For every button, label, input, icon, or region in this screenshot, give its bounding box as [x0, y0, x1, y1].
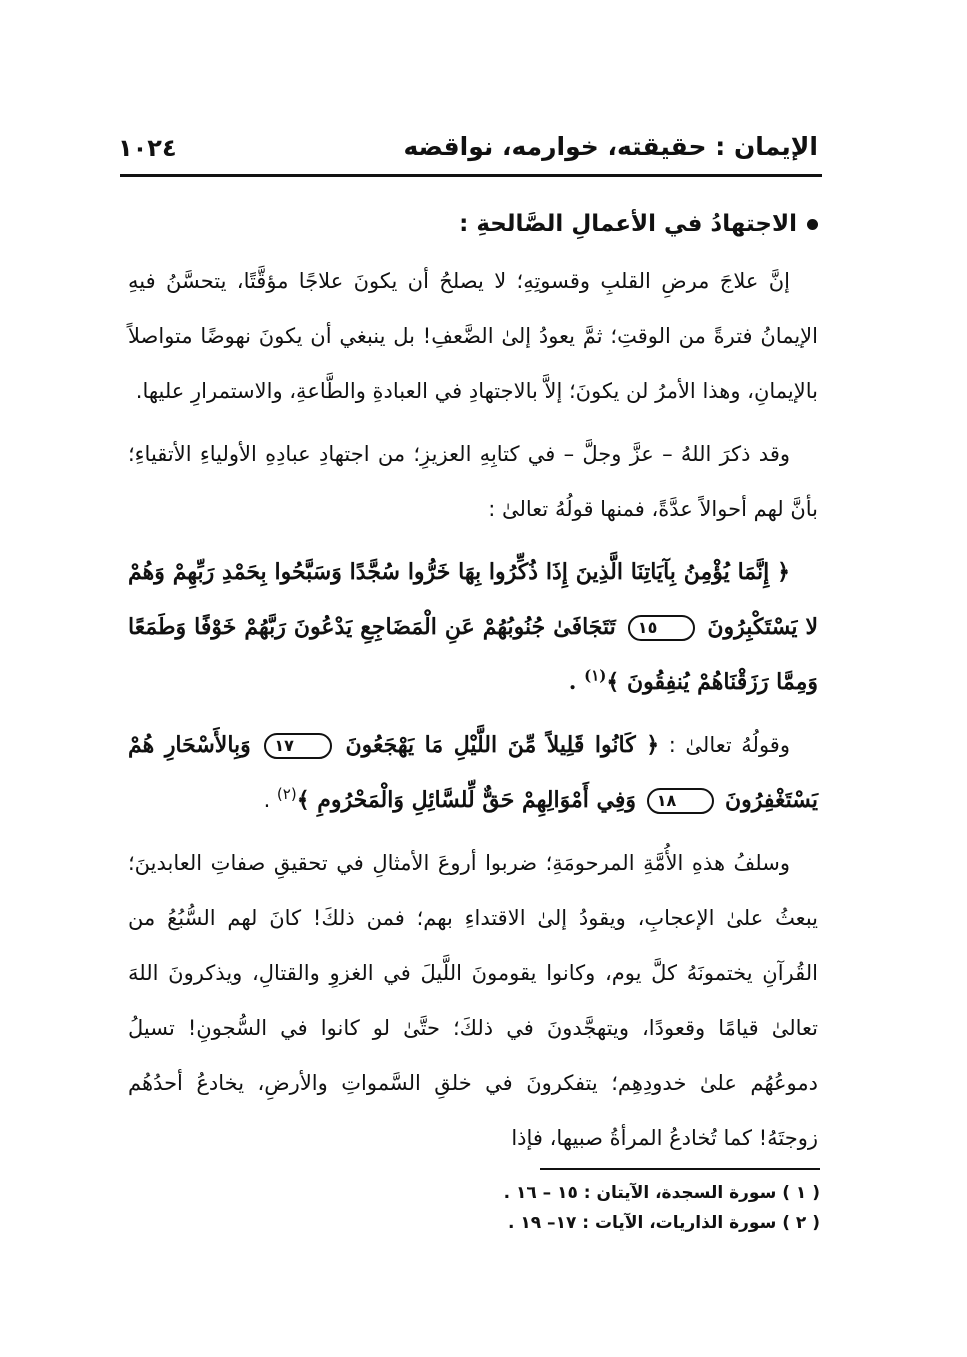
quran-quote-1: ﴿ إِنَّمَا يُؤْمِنُ بِآيَاتِنَا الَّذِينَ إِذَا ذُكِّرُوا بِهَا خَرُّوا سُجَّدًا وَسَبَّحُوا بِحَمْدِ رَبِّهِمْ وَهُمْ لا يَسْتَكْبِرُونَ ١٥ تَتَجَافَىٰ جُنُوبُهُمْ عَنِ الْمَضَاجِعِ يَدْعُونَ رَبَّهُمْ خَوْفًا وَطَمَعًا وَمِمَّا رَزَقْنَاهُمْ يُنفِقُونَ ﴾$^{(١)}$ .: [128, 559, 818, 695]
ayah-marker-17: ١٧: [264, 733, 332, 759]
header-title: الإيمان : حقيقته، خوارمه، نواقضه: [403, 132, 818, 161]
paragraph-1: إنَّ علاجَ مرضِ القلبِ وقسوتِهِ؛ لا يصلحُ أن يكونَ علاجًا مؤقَّتًا، يتحسَّنُ فيهِ الإيمانُ فترةً من الوقتِ؛ ثمَّ يعودُ إلىٰ الضَّعفِ! بل ينبغي أن يكونَ نهوضًا متواصلاً بالإيمانِ، وهذا الأمرُ لن يكونَ؛ إلاَّ بالاجتهادِ في العبادةِ والطَّاعةِ، والاستمرارِ عليها.: [128, 269, 818, 403]
section-heading-text: الاجتهادُ في الأعمالِ الصَّالحةِ :: [459, 211, 797, 237]
quran-1-text-b: تَتَجَافَىٰ جُنُوبُهُمْ عَنِ الْمَضَاجِعِ يَدْعُونَ رَبَّهُمْ خَوْفًا وَطَمَعًا وَمِمَّا رَزَقْنَاهُمْ يُنفِقُونَ ﴾: [128, 614, 818, 695]
quran-2-text-b: وَبِالأَسْحَارِ هُمْ يَسْتَغْفِرُونَ: [128, 732, 818, 813]
footnote-ref-1: (١): [584, 666, 607, 685]
section-heading: [128, 198, 818, 250]
footnotes: [300, 1178, 820, 1238]
paragraph-3-intro: وقولُهُ تعالىٰ :: [668, 733, 790, 757]
footnote-2: ( ٢ ) سورة الذاريات، الآيات : ١٧– ١٩ .: [507, 1213, 820, 1233]
page-body: [128, 198, 818, 1174]
paragraph-3: وقولُهُ تعالىٰ : ﴿ كَانُوا قَلِيلاً مِّنَ اللَّيْلِ مَا يَهْجَعُونَ ١٧ وَبِالأَسْحَارِ هُمْ يَسْتَغْفِرُونَ ١٨ وَفِي أَمْوَالِهِمْ حَقٌّ لِّلسَّائِلِ وَالْمَحْرُومِ ﴾$^{(٢)}$ .: [128, 732, 818, 813]
footnote-ref-2: (٢): [276, 785, 297, 803]
quran-1-text-a: ﴿ إِنَّمَا يُؤْمِنُ بِآيَاتِنَا الَّذِينَ إِذَا ذُكِّرُوا بِهَا خَرُّوا سُجَّدًا وَسَبَّحُوا بِحَمْدِ رَبِّهِمْ وَهُمْ لا يَسْتَكْبِرُونَ: [128, 559, 818, 640]
header-rule: [120, 174, 822, 177]
page-number: ١٠٢٤: [118, 134, 177, 162]
bullet-icon: [807, 219, 818, 230]
ayah-marker-15: ١٥: [628, 615, 696, 641]
paragraph-2: وقد ذكرَ اللهُ – عزَّ وجلَّ – في كتابِهِ العزيزِ؛ من اجتهادِ عبادِهِ الأولياءِ الأتقياءِ؛ بأنَّ لهم أحوالاً عدَّةً، فمنها قولُهُ تعالىٰ :: [128, 442, 818, 521]
footnote-rule: [540, 1168, 820, 1170]
quran-2-text-a: ﴿ كَانُوا قَلِيلاً مِّنَ اللَّيْلِ مَا يَهْجَعُونَ: [345, 732, 660, 758]
ayah-marker-18: ١٨: [647, 788, 715, 814]
paragraph-4: وسلفُ هذهِ الأُمَّةِ المرحومَةِ؛ ضربوا أروعَ الأمثالِ في تحقيقِ صفاتِ العابدينَ؛ يبعثُ علىٰ الإعجابِ، ويقودُ إلىٰ الاقتداءِ بهم؛ فمن ذلكَ! كانَ لهم السُّبُعُ من القُرآنِ يختمونَهُ كلَّ يوم، وكانوا يقومونَ اللَّيلَ في الغزوِ والقتالِ، ويذكرونَ اللهَ تعالىٰ قيامًا وقعودًا، ويتهجَّدونَ في ذلكَ؛ حتَّىٰ لو كانوا في السُّجونِ! تسيلُ دموعُهُم علىٰ خدودِهِم؛ يتفكرونَ في خلقِ السَّمواتِ والأرضِ، يخادعُ أحدُهُم زوجتَهُ! كما تُخادعُ المرأةُ صبيها، فإذا: [128, 851, 818, 1150]
footnote-1: ( ١ ) سورة السجدة، الآيتان : ١٥ – ١٦ .: [503, 1183, 820, 1203]
running-header: [118, 128, 818, 174]
quran-2-text-c: وَفِي أَمْوَالِهِمْ حَقٌّ لِّلسَّائِلِ وَالْمَحْرُومِ ﴾: [296, 787, 637, 813]
